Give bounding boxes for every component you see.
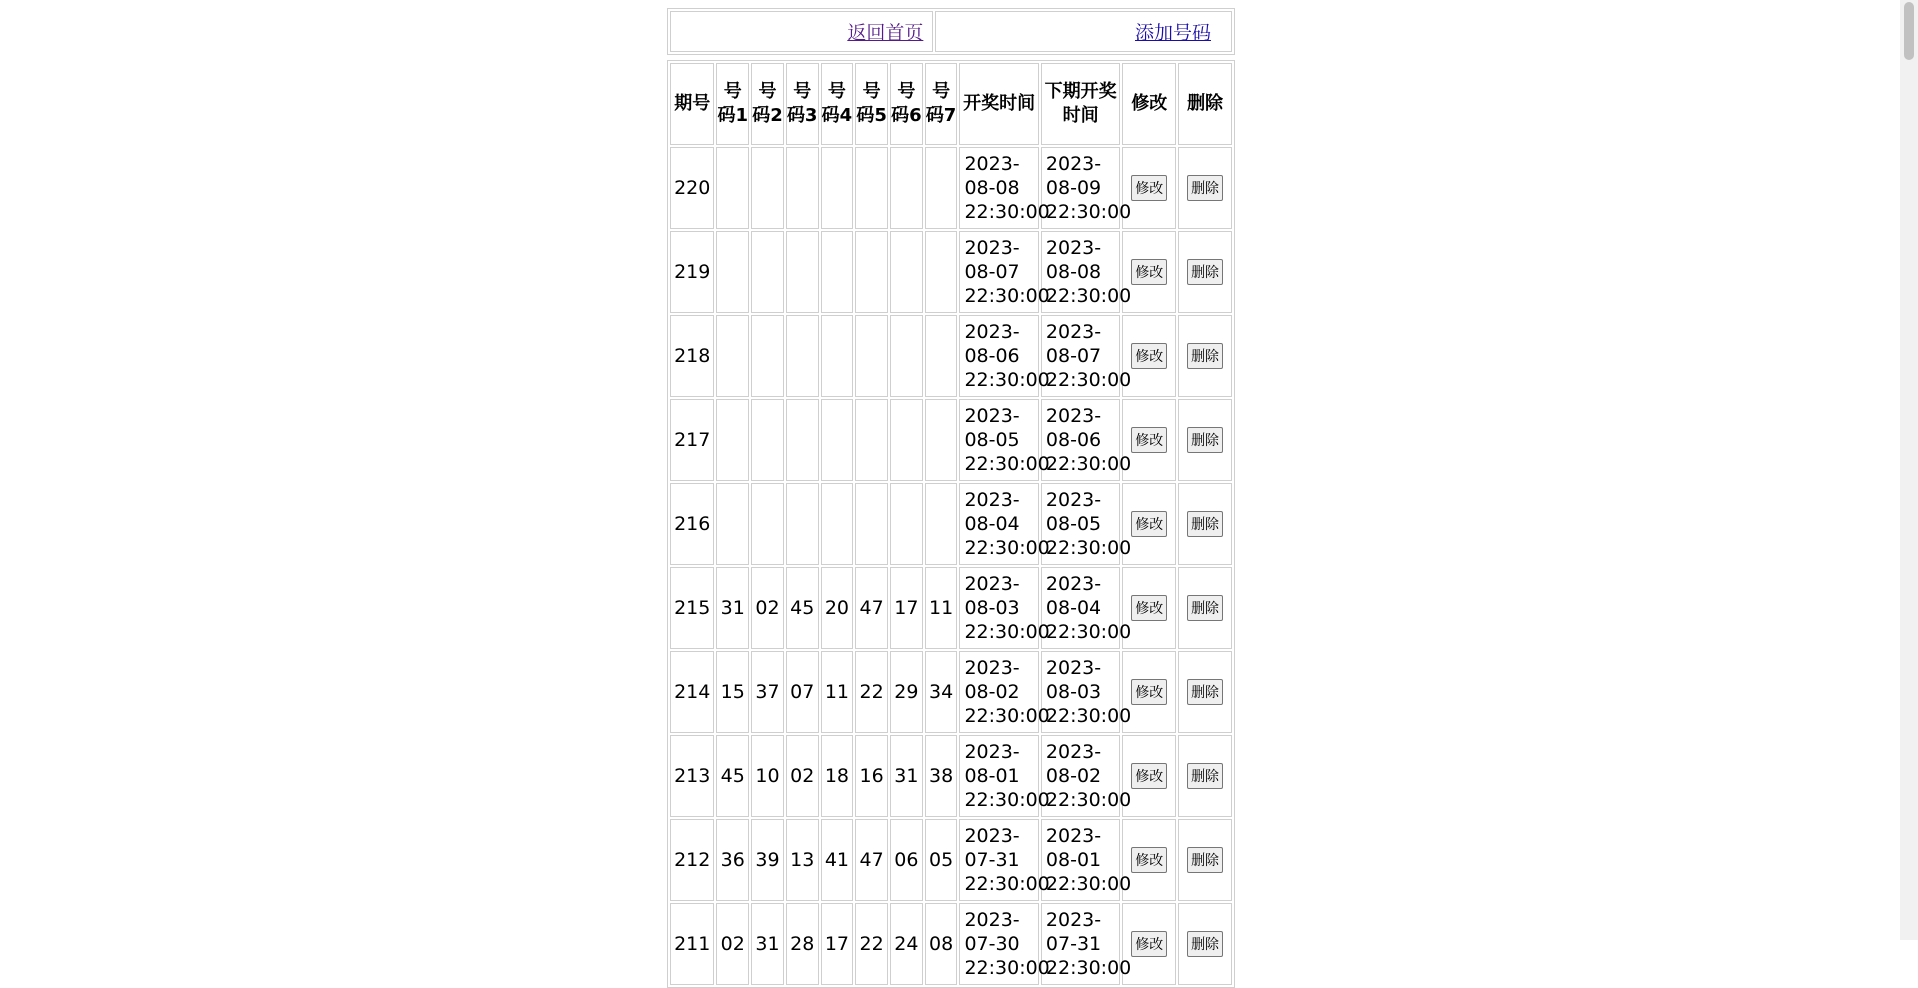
- cell-number-7: 08: [925, 903, 958, 985]
- header-draw-time: 开奖时间: [959, 63, 1038, 145]
- edit-button[interactable]: 修改: [1131, 427, 1167, 453]
- cell-number-3: [786, 147, 819, 229]
- header-number-4: 号码4: [821, 63, 854, 145]
- cell-delete: [1178, 147, 1232, 229]
- header-edit: 修改: [1122, 63, 1176, 145]
- cell-issue: 215: [670, 567, 714, 649]
- cell-number-3: 28: [786, 903, 819, 985]
- cell-delete: [1178, 651, 1232, 733]
- cell-next-draw-time: 2023- 08-07 22:30:00: [1041, 315, 1120, 397]
- cell-number-5: [855, 483, 888, 565]
- cell-issue: 220: [670, 147, 714, 229]
- cell-next-draw-time: 2023- 08-02 22:30:00: [1041, 735, 1120, 817]
- cell-number-4: [821, 147, 854, 229]
- header-number-5: 号码5: [855, 63, 888, 145]
- cell-draw-time: 2023- 07-31 22:30:00: [959, 819, 1038, 901]
- cell-number-4: [821, 483, 854, 565]
- cell-next-draw-time: 2023- 08-03 22:30:00: [1041, 651, 1120, 733]
- edit-button[interactable]: 修改: [1131, 931, 1167, 957]
- cell-draw-time: 2023- 08-04 22:30:00: [959, 483, 1038, 565]
- header-number-2: 号码2: [751, 63, 784, 145]
- cell-number-3: [786, 483, 819, 565]
- cell-number-5: 22: [855, 651, 888, 733]
- cell-number-1: [716, 147, 749, 229]
- header-delete: 删除: [1178, 63, 1232, 145]
- table-row: [670, 651, 1232, 733]
- cell-number-6: 17: [890, 567, 923, 649]
- cell-draw-time: 2023- 08-07 22:30:00: [959, 231, 1038, 313]
- cell-delete: [1178, 483, 1232, 565]
- cell-delete: [1178, 231, 1232, 313]
- delete-button[interactable]: 删除: [1187, 763, 1223, 789]
- cell-number-4: 11: [821, 651, 854, 733]
- table-body: [670, 147, 1232, 985]
- edit-button[interactable]: 修改: [1131, 343, 1167, 369]
- nav-bar: [667, 8, 1235, 55]
- cell-delete: [1178, 315, 1232, 397]
- vertical-scrollbar[interactable]: [1900, 0, 1918, 940]
- cell-number-3: [786, 399, 819, 481]
- delete-button[interactable]: 删除: [1187, 931, 1223, 957]
- cell-number-4: 20: [821, 567, 854, 649]
- cell-number-3: 07: [786, 651, 819, 733]
- table-row: [670, 819, 1232, 901]
- delete-button[interactable]: 删除: [1187, 511, 1223, 537]
- table-row: [670, 483, 1232, 565]
- cell-draw-time: 2023- 08-05 22:30:00: [959, 399, 1038, 481]
- cell-number-5: [855, 231, 888, 313]
- cell-number-4: [821, 399, 854, 481]
- delete-button[interactable]: 删除: [1187, 343, 1223, 369]
- edit-button[interactable]: 修改: [1131, 259, 1167, 285]
- header-issue: 期号: [670, 63, 714, 145]
- cell-number-2: 31: [751, 903, 784, 985]
- header-next-draw-time: 下期开奖时间: [1041, 63, 1120, 145]
- cell-number-4: [821, 231, 854, 313]
- edit-button[interactable]: 修改: [1131, 511, 1167, 537]
- cell-number-2: 10: [751, 735, 784, 817]
- cell-next-draw-time: 2023- 08-06 22:30:00: [1041, 399, 1120, 481]
- cell-number-6: [890, 483, 923, 565]
- cell-number-2: 02: [751, 567, 784, 649]
- cell-number-3: [786, 231, 819, 313]
- cell-number-2: [751, 399, 784, 481]
- scrollbar-thumb[interactable]: [1904, 2, 1914, 60]
- cell-number-1: [716, 315, 749, 397]
- cell-issue: 219: [670, 231, 714, 313]
- cell-number-5: [855, 399, 888, 481]
- cell-number-5: 47: [855, 819, 888, 901]
- cell-number-2: 37: [751, 651, 784, 733]
- cell-draw-time: 2023- 08-08 22:30:00: [959, 147, 1038, 229]
- table-row: [670, 735, 1232, 817]
- delete-button[interactable]: 删除: [1187, 259, 1223, 285]
- cell-number-2: [751, 147, 784, 229]
- cell-number-6: [890, 231, 923, 313]
- cell-draw-time: 2023- 08-03 22:30:00: [959, 567, 1038, 649]
- cell-delete: [1178, 567, 1232, 649]
- cell-number-5: [855, 315, 888, 397]
- header-number-6: 号码6: [890, 63, 923, 145]
- cell-number-3: [786, 315, 819, 397]
- table-header-row: [670, 63, 1232, 145]
- cell-number-1: 45: [716, 735, 749, 817]
- cell-number-3: 13: [786, 819, 819, 901]
- cell-issue: 216: [670, 483, 714, 565]
- cell-number-1: [716, 483, 749, 565]
- cell-number-2: 39: [751, 819, 784, 901]
- cell-number-7: [925, 315, 958, 397]
- cell-number-6: [890, 315, 923, 397]
- cell-number-6: 29: [890, 651, 923, 733]
- home-link[interactable]: 返回首页: [847, 22, 924, 44]
- cell-number-1: 36: [716, 819, 749, 901]
- edit-button[interactable]: 修改: [1131, 595, 1167, 621]
- nav-cell-home: [670, 11, 933, 52]
- cell-draw-time: 2023- 07-30 22:30:00: [959, 903, 1038, 985]
- cell-delete: [1178, 819, 1232, 901]
- cell-number-5: 22: [855, 903, 888, 985]
- cell-draw-time: 2023- 08-02 22:30:00: [959, 651, 1038, 733]
- cell-number-7: [925, 231, 958, 313]
- cell-next-draw-time: 2023- 08-04 22:30:00: [1041, 567, 1120, 649]
- table-row: [670, 315, 1232, 397]
- cell-number-6: 06: [890, 819, 923, 901]
- cell-number-6: 31: [890, 735, 923, 817]
- cell-number-5: [855, 147, 888, 229]
- cell-number-5: 16: [855, 735, 888, 817]
- cell-next-draw-time: 2023- 08-05 22:30:00: [1041, 483, 1120, 565]
- cell-issue: 213: [670, 735, 714, 817]
- cell-number-1: [716, 231, 749, 313]
- cell-issue: 214: [670, 651, 714, 733]
- cell-number-7: 38: [925, 735, 958, 817]
- cell-number-6: [890, 147, 923, 229]
- delete-button[interactable]: 删除: [1187, 175, 1223, 201]
- edit-button[interactable]: 修改: [1131, 763, 1167, 789]
- cell-number-4: 18: [821, 735, 854, 817]
- cell-draw-time: 2023- 08-06 22:30:00: [959, 315, 1038, 397]
- cell-draw-time: 2023- 08-01 22:30:00: [959, 735, 1038, 817]
- table-row: [670, 231, 1232, 313]
- cell-number-7: [925, 399, 958, 481]
- draw-results-table: [667, 60, 1235, 988]
- delete-button[interactable]: 删除: [1187, 847, 1223, 873]
- table-row: [670, 903, 1232, 985]
- header-number-1: 号码1: [716, 63, 749, 145]
- cell-number-2: [751, 315, 784, 397]
- cell-next-draw-time: 2023- 08-09 22:30:00: [1041, 147, 1120, 229]
- cell-number-1: 02: [716, 903, 749, 985]
- cell-number-7: 11: [925, 567, 958, 649]
- cell-number-1: 15: [716, 651, 749, 733]
- cell-issue: 218: [670, 315, 714, 397]
- edit-button[interactable]: 修改: [1131, 175, 1167, 201]
- cell-number-7: [925, 147, 958, 229]
- header-number-7: 号码7: [925, 63, 958, 145]
- edit-button[interactable]: 修改: [1131, 847, 1167, 873]
- add-number-link[interactable]: 添加号码: [1134, 22, 1211, 44]
- cell-number-4: [821, 315, 854, 397]
- cell-issue: 212: [670, 819, 714, 901]
- cell-number-1: [716, 399, 749, 481]
- cell-number-1: 31: [716, 567, 749, 649]
- table-row: [670, 567, 1232, 649]
- cell-number-2: [751, 483, 784, 565]
- cell-issue: 211: [670, 903, 714, 985]
- delete-button[interactable]: 删除: [1187, 679, 1223, 705]
- cell-number-3: 45: [786, 567, 819, 649]
- cell-number-6: [890, 399, 923, 481]
- cell-number-7: 34: [925, 651, 958, 733]
- edit-button[interactable]: 修改: [1131, 679, 1167, 705]
- cell-issue: 217: [670, 399, 714, 481]
- cell-number-2: [751, 231, 784, 313]
- nav-cell-add: [935, 11, 1232, 52]
- delete-button[interactable]: 删除: [1187, 595, 1223, 621]
- cell-number-3: 02: [786, 735, 819, 817]
- cell-number-4: 17: [821, 903, 854, 985]
- cell-delete: [1178, 735, 1232, 817]
- header-number-3: 号码3: [786, 63, 819, 145]
- cell-delete: [1178, 399, 1232, 481]
- cell-number-6: 24: [890, 903, 923, 985]
- table-row: [670, 399, 1232, 481]
- cell-delete: [1178, 903, 1232, 985]
- cell-next-draw-time: 2023- 08-01 22:30:00: [1041, 819, 1120, 901]
- cell-number-4: 41: [821, 819, 854, 901]
- cell-number-7: [925, 483, 958, 565]
- cell-next-draw-time: 2023- 07-31 22:30:00: [1041, 903, 1120, 985]
- cell-number-7: 05: [925, 819, 958, 901]
- cell-next-draw-time: 2023- 08-08 22:30:00: [1041, 231, 1120, 313]
- delete-button[interactable]: 删除: [1187, 427, 1223, 453]
- cell-number-5: 47: [855, 567, 888, 649]
- table-row: [670, 147, 1232, 229]
